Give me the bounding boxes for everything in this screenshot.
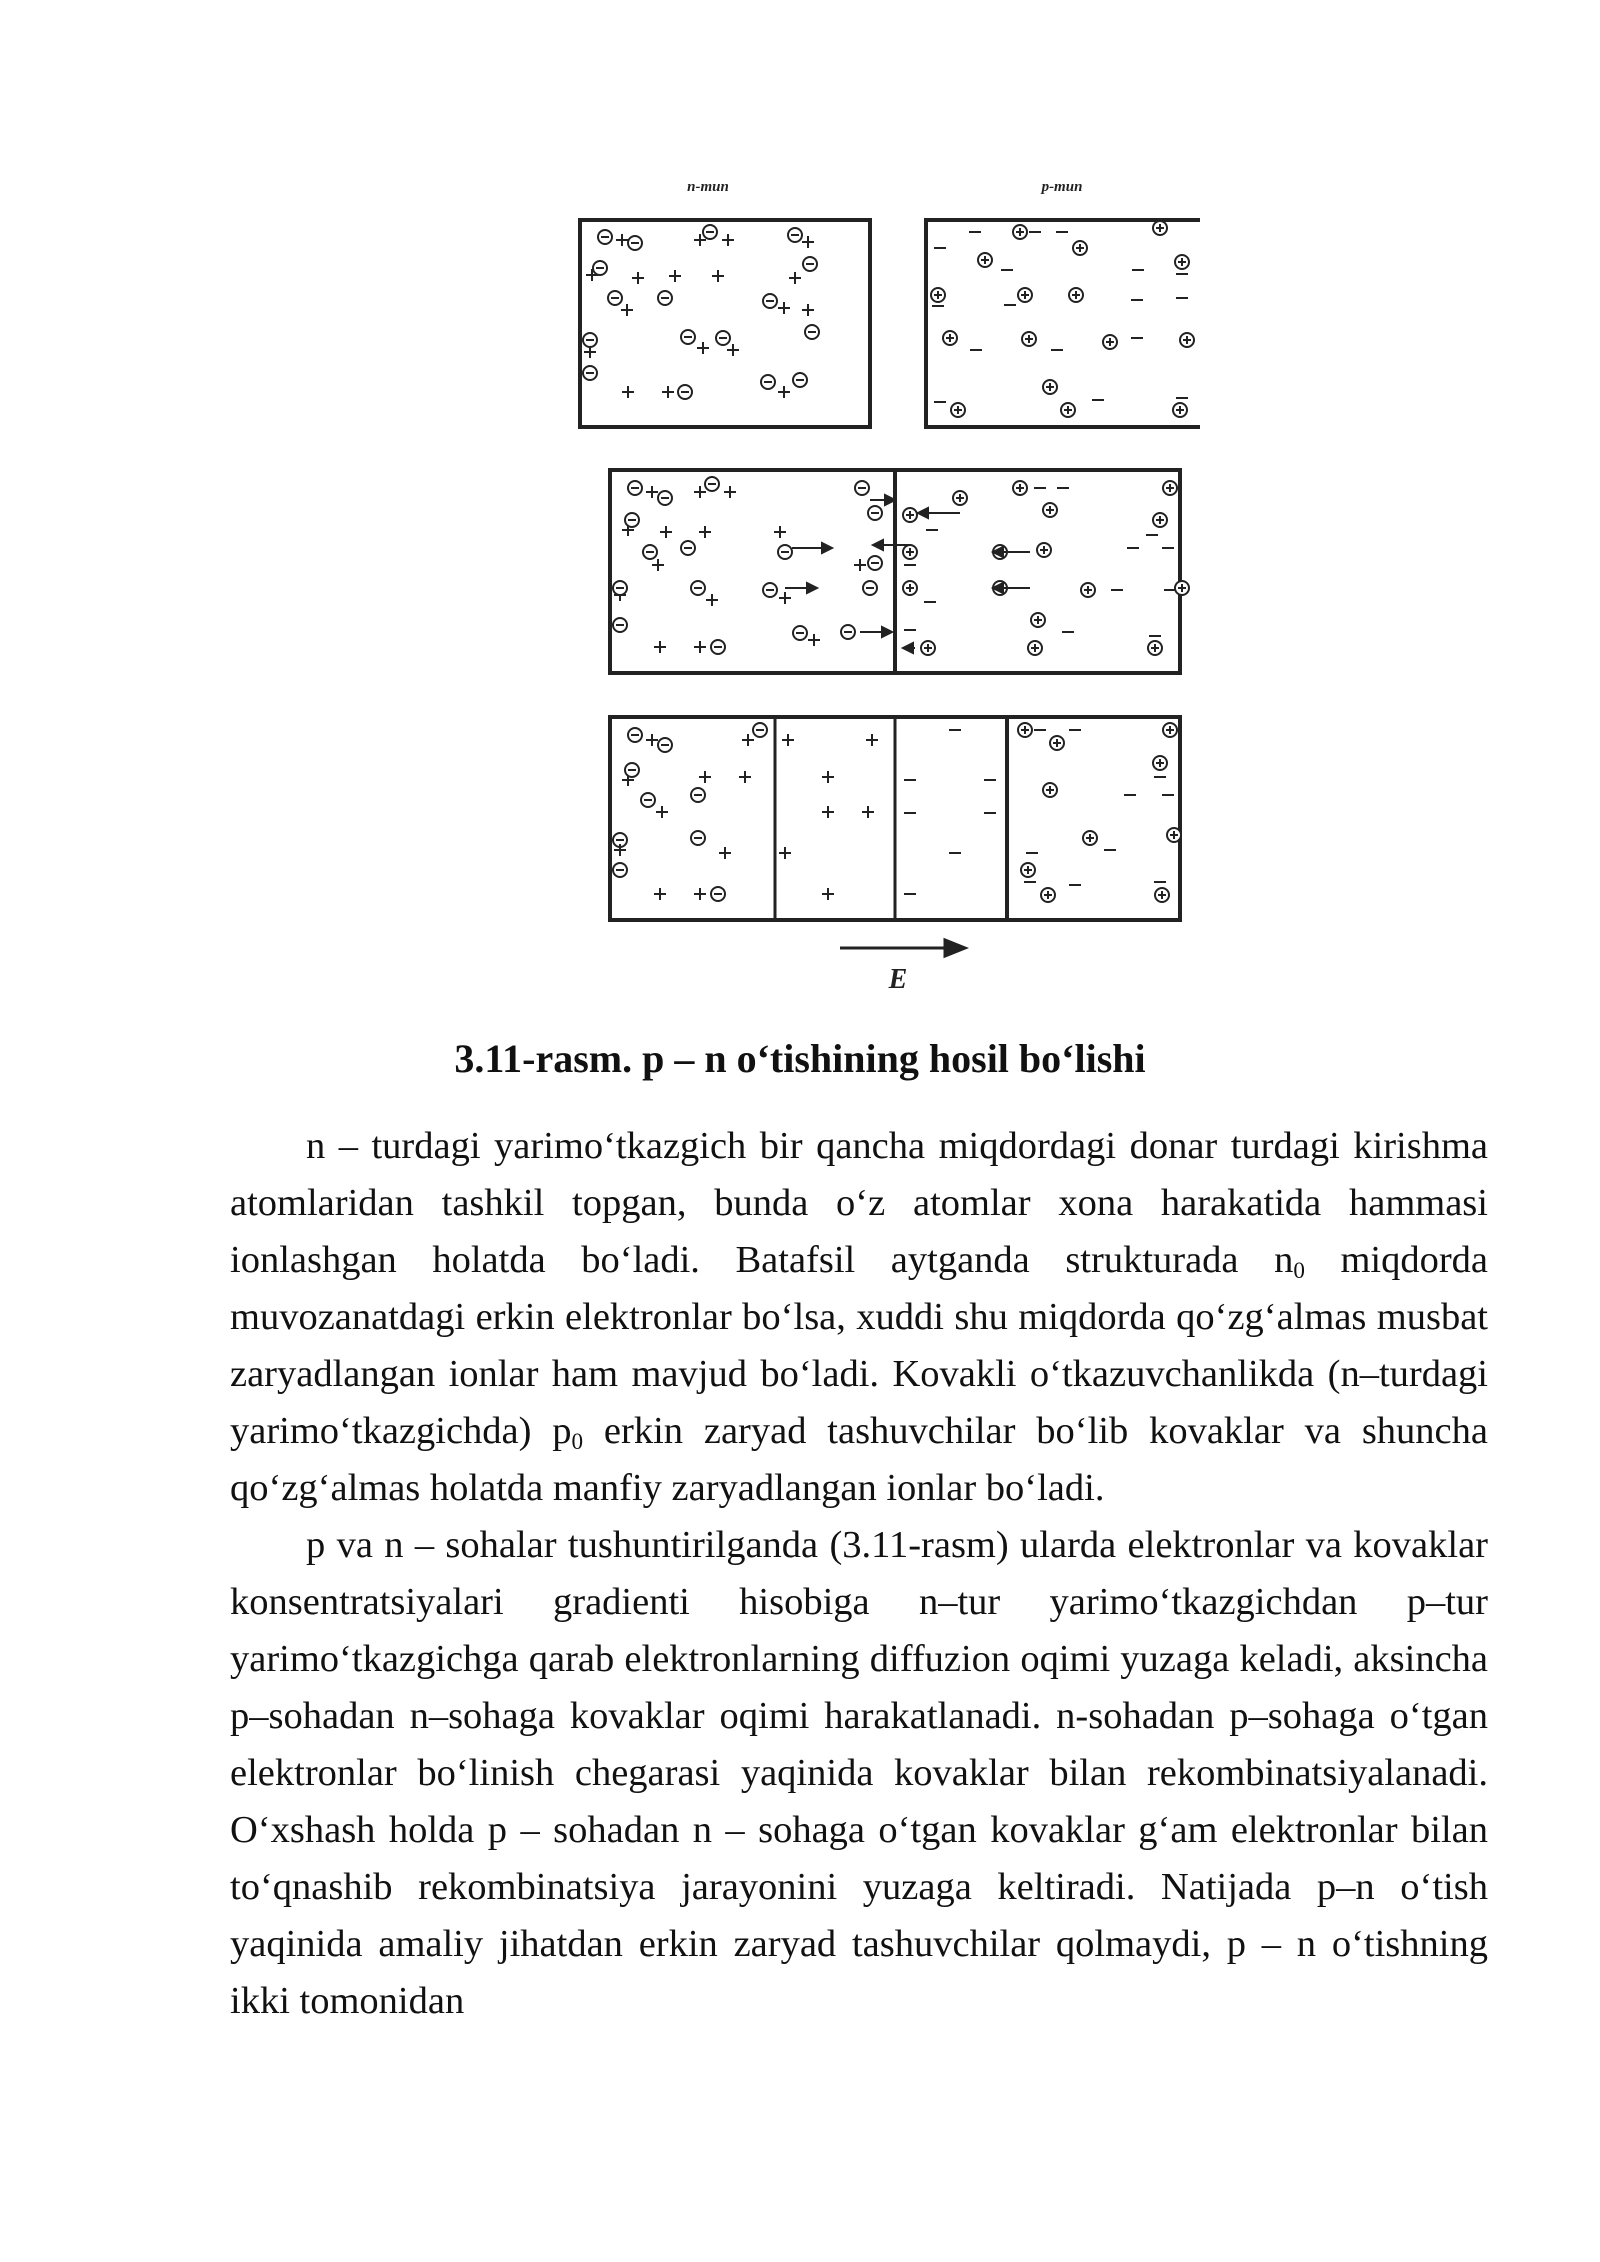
figure-caption: 3.11-rasm. p – n o‘tishining hosil bo‘lishi xyxy=(454,1036,1146,1081)
field-label: E xyxy=(888,964,908,995)
paragraph-1-part-1: n – turdagi yarimo‘tkazgich bir qancha miqdordagi donar turdagi kirishma atomlaridan tashkil topgan, bunda o‘z atomlar xona harakatida hammasi ionlashgan holatda bo‘ladi. Batafsil aytganda strukturada n xyxy=(230,1125,1488,1281)
pn-junction-figure xyxy=(570,170,1200,1000)
field-arrow xyxy=(840,940,965,956)
p-type-box xyxy=(926,220,1200,427)
paragraph-1 xyxy=(230,1118,1488,1517)
n-type-carriers xyxy=(583,225,819,399)
paragraph-1-part-3: erkin zaryad tashuvchilar bo‘lib kovaklar va shuncha qo‘zg‘almas holatda manfiy zaryadlangan ionlar bo‘ladi. xyxy=(230,1410,1488,1509)
paragraph-1-part-2: miqdorda muvozanatdagi erkin elektronlar bo‘lsa, xuddi shu miqdorda qo‘zg‘almas musbat zaryadlangan ionlar ham mavjud bo‘ladi. Kovakli o‘tkazuvchanlikda (n–turdagi yarimo‘tkazgichda) p xyxy=(230,1239,1488,1452)
n-type-box xyxy=(580,220,870,427)
subscript-p0: 0 xyxy=(571,1427,584,1454)
p-type-label: p-тип xyxy=(1041,179,1083,195)
n-type-label: n-тип xyxy=(687,179,729,195)
body-text xyxy=(230,1118,1488,2030)
contact-carriers xyxy=(613,477,1189,655)
paragraph-2: p va n – sohalar tushuntirilganda (3.11-rasm) ularda elektronlar va kovaklar konsentratsiyalari gradienti hisobiga n–tur yarimo‘tkazgichdan p–tur yarimo‘tkazgichga qarab elektronlarning diffuzion oqimi yuzaga keladi, aksincha p–sohadan n–sohaga kovaklar oqimi harakatlanadi. n-sohadan p–sohaga o‘tgan elektronlar bo‘linish chegarasi yaqinida kovaklar bilan rekombinatsiyalanadi. O‘xshash holda p – sohadan n – sohaga o‘tgan kovaklar g‘am elektronlar bilan to‘qnashib rekombinatsiya jarayonini yuzaga keltiradi. Natijada p–n o‘tish yaqinida amaliy jihatdan erkin zaryad tashuvchilar qolmaydi, p – n o‘tishning ikki tomonidan xyxy=(230,1524,1488,2022)
junction-charges xyxy=(613,723,1181,902)
pn-junction-diagram xyxy=(570,170,1200,1000)
p-type-carriers xyxy=(931,221,1194,417)
subscript-n0: 0 xyxy=(1293,1256,1305,1283)
